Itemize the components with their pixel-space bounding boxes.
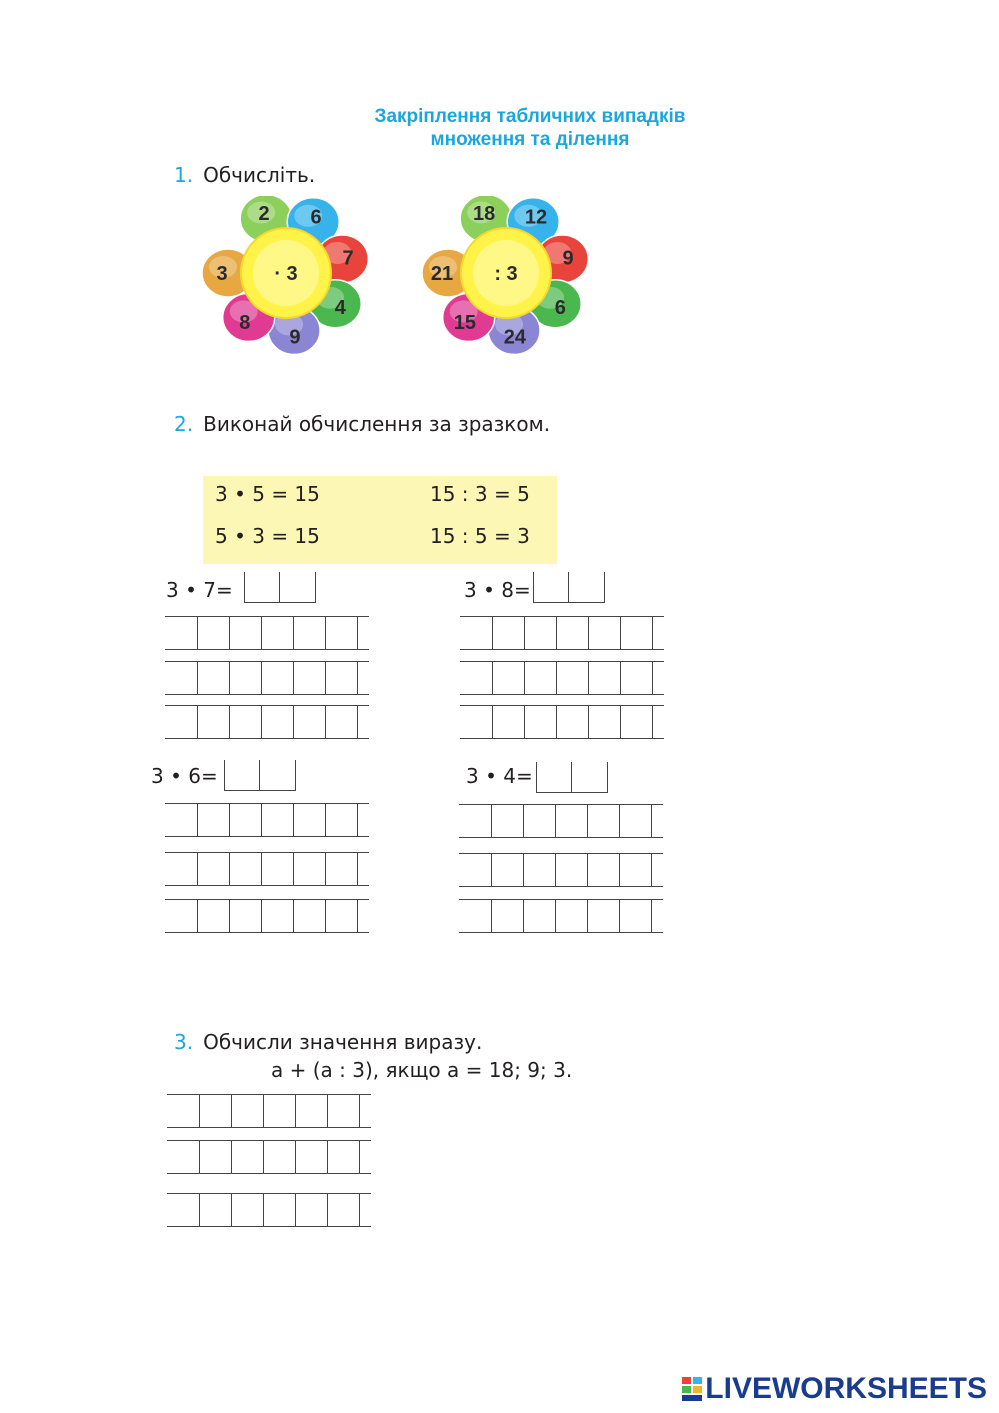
grid-cell-divider (261, 662, 262, 694)
grid-cell-divider (293, 706, 294, 738)
grid-cell-divider (556, 706, 557, 738)
grid-cell-divider (357, 617, 358, 649)
page-title (280, 105, 780, 151)
grid-cell-divider (556, 617, 557, 649)
grid-cell-divider (555, 805, 556, 837)
flower-multiply (196, 196, 376, 364)
grid-cell-divider (620, 662, 621, 694)
grid-cell-divider (325, 617, 326, 649)
grid-cell-divider (231, 1095, 232, 1127)
grid-cell-divider (199, 1141, 200, 1173)
grid-cell-divider (231, 1194, 232, 1226)
grid-cell-divider (492, 617, 493, 649)
grid-cell-divider (652, 706, 653, 738)
grid-cell-divider (620, 617, 621, 649)
grid-cell-divider (293, 853, 294, 885)
exercise-2-grid-row-2[interactable] (460, 661, 664, 695)
exercise-3-answer-box[interactable] (224, 760, 296, 791)
exercise-1-label: 3 • 7= (166, 578, 233, 602)
sample-eq-3: 5 • 3 = 15 (215, 524, 320, 548)
grid-cell-divider (491, 900, 492, 932)
grid-cell-divider (357, 804, 358, 836)
grid-cell-divider (491, 805, 492, 837)
brand-logo (682, 1372, 987, 1406)
grid-cell-divider (263, 1194, 264, 1226)
flower-divide-petal-label-2: 12 (524, 206, 548, 229)
grid-cell-divider (652, 617, 653, 649)
grid-cell-divider (229, 804, 230, 836)
grid-cell-divider (295, 1194, 296, 1226)
exercise-3-grid-row-1[interactable] (165, 803, 369, 837)
sample-eq-2: 15 : 3 = 5 (430, 482, 530, 506)
task-1-heading (174, 163, 315, 187)
task-3-number: 3. (174, 1030, 194, 1054)
exercise-2-answer-box[interactable] (533, 572, 605, 603)
grid-cell-divider (229, 900, 230, 932)
grid-cell-divider (524, 706, 525, 738)
grid-cell-divider (555, 854, 556, 886)
flower-multiply-petal-label-4: 4 (334, 296, 346, 319)
grid-cell-divider (229, 706, 230, 738)
grid-cell-divider (587, 854, 588, 886)
grid-cell-divider (229, 617, 230, 649)
grid-cell-divider (231, 1141, 232, 1173)
exercise-2-grid-row-1[interactable] (460, 616, 664, 650)
task-2-heading (174, 412, 550, 436)
grid-cell-divider (197, 706, 198, 738)
grid-cell-divider (327, 1141, 328, 1173)
exercise-4-answer-box[interactable] (536, 762, 608, 793)
grid-cell-divider (523, 805, 524, 837)
grid-cell-divider (327, 1095, 328, 1127)
grid-cell-divider (359, 1194, 360, 1226)
flower-divide-petal-label-4: 6 (554, 296, 566, 319)
task-3-text: Обчисли значення виразу. (203, 1030, 483, 1054)
grid-cell-divider (293, 804, 294, 836)
grid-cell-divider (619, 900, 620, 932)
flower-multiply-petal-label-6: 8 (239, 312, 251, 335)
grid-cell-divider (293, 662, 294, 694)
grid-cell-divider (327, 1194, 328, 1226)
exercise-1-grid-row-3[interactable] (165, 705, 369, 739)
flower-divide-petal-label-7: 21 (430, 263, 454, 285)
task-1-text: Обчисліть. (203, 163, 316, 187)
grid-cell-divider (199, 1095, 200, 1127)
grid-cell-divider (325, 804, 326, 836)
flower-multiply-petal-label-3: 7 (342, 247, 354, 270)
grid-cell-divider (295, 1141, 296, 1173)
exercise-4-grid-row-1[interactable] (459, 804, 663, 838)
grid-cell-divider (588, 662, 589, 694)
flower-multiply-petal-label-5: 9 (289, 326, 301, 349)
flower-divide-petal-label-3: 9 (562, 247, 574, 270)
task-2-number: 2. (174, 412, 194, 436)
task-1-number: 1. (174, 163, 194, 187)
exercise-4-grid-row-3[interactable] (459, 899, 663, 933)
grid-cell-divider (197, 900, 198, 932)
grid-cell-divider (261, 617, 262, 649)
grid-cell-divider (492, 706, 493, 738)
grid-cell-divider (587, 805, 588, 837)
exercise-4-grid-row-2[interactable] (459, 853, 663, 887)
grid-cell-divider (588, 617, 589, 649)
grid-cell-divider (261, 706, 262, 738)
grid-cell-divider (263, 1095, 264, 1127)
grid-cell-divider (652, 662, 653, 694)
title-line-1: Закріплення табличних випадків (374, 106, 686, 127)
task-3-grid-row-3[interactable] (167, 1193, 371, 1227)
grid-cell-divider (619, 805, 620, 837)
task-3-grid-row-1[interactable] (167, 1094, 371, 1128)
exercise-3-grid-row-2[interactable] (165, 852, 369, 886)
task-3-grid-row-2[interactable] (167, 1140, 371, 1174)
grid-cell-divider (295, 1095, 296, 1127)
grid-cell-divider (620, 706, 621, 738)
sample-box (203, 476, 557, 564)
flower-divide-petal-label-1: 18 (472, 202, 496, 225)
grid-cell-divider (651, 900, 652, 932)
grid-cell-divider (357, 662, 358, 694)
grid-cell-divider (197, 853, 198, 885)
grid-cell-divider (325, 853, 326, 885)
flower-multiply-petal-label-2: 6 (310, 206, 322, 229)
grid-cell-divider (325, 662, 326, 694)
grid-cell-divider (197, 662, 198, 694)
flower-multiply-petal-label-7: 3 (216, 263, 228, 285)
flower-divide-center-text[interactable]: : 3 (494, 263, 518, 285)
exercise-2-grid-row-3[interactable] (460, 705, 664, 739)
title-line-2: множення та ділення (430, 129, 630, 150)
grid-cell-divider (619, 854, 620, 886)
grid-cell-divider (651, 805, 652, 837)
grid-cell-divider (261, 900, 262, 932)
grid-cell-divider (263, 1141, 264, 1173)
exercise-1-grid-row-2[interactable] (165, 661, 369, 695)
sample-eq-4: 15 : 5 = 3 (430, 524, 530, 548)
exercise-3-grid-row-3[interactable] (165, 899, 369, 933)
flower-divide (416, 196, 596, 364)
flower-divide-petal-label-5: 24 (503, 326, 527, 349)
grid-cell-divider (359, 1141, 360, 1173)
exercise-1-grid-row-1[interactable] (165, 616, 369, 650)
grid-cell-divider (197, 617, 198, 649)
grid-cell-divider (357, 706, 358, 738)
grid-cell-divider (325, 706, 326, 738)
grid-cell-divider (492, 662, 493, 694)
sample-eq-1: 3 • 5 = 15 (215, 482, 320, 506)
grid-cell-divider (325, 900, 326, 932)
grid-cell-divider (199, 1194, 200, 1226)
grid-cell-divider (229, 853, 230, 885)
brand-logo-text: LIVEWORKSHEETS (705, 1372, 987, 1405)
exercise-2-label: 3 • 8= (464, 578, 531, 602)
grid-cell-divider (293, 900, 294, 932)
grid-cell-divider (555, 900, 556, 932)
grid-cell-divider (357, 900, 358, 932)
grid-cell-divider (587, 900, 588, 932)
task-3-heading (174, 1030, 482, 1054)
task-2-text: Виконай обчислення за зразком. (203, 412, 551, 436)
flower-multiply-center-text[interactable]: · 3 (274, 263, 298, 285)
grid-cell-divider (491, 854, 492, 886)
grid-cell-divider (293, 617, 294, 649)
exercise-4-label: 3 • 4= (466, 764, 533, 788)
flower-divide-petal-label-6: 15 (453, 312, 476, 335)
grid-cell-divider (556, 662, 557, 694)
grid-cell-divider (523, 900, 524, 932)
task-3-expression: a + (a : 3), якщо a = 18; 9; 3. (271, 1058, 573, 1082)
exercise-1-answer-box[interactable] (244, 572, 316, 603)
grid-cell-divider (524, 617, 525, 649)
grid-cell-divider (523, 854, 524, 886)
grid-cell-divider (261, 804, 262, 836)
grid-cell-divider (359, 1095, 360, 1127)
brand-logo-icon (682, 1377, 702, 1401)
grid-cell-divider (357, 853, 358, 885)
grid-cell-divider (651, 854, 652, 886)
grid-cell-divider (197, 804, 198, 836)
exercise-3-label: 3 • 6= (151, 764, 218, 788)
grid-cell-divider (524, 662, 525, 694)
flower-multiply-petal-label-1: 2 (258, 202, 270, 225)
grid-cell-divider (229, 662, 230, 694)
grid-cell-divider (588, 706, 589, 738)
grid-cell-divider (261, 853, 262, 885)
